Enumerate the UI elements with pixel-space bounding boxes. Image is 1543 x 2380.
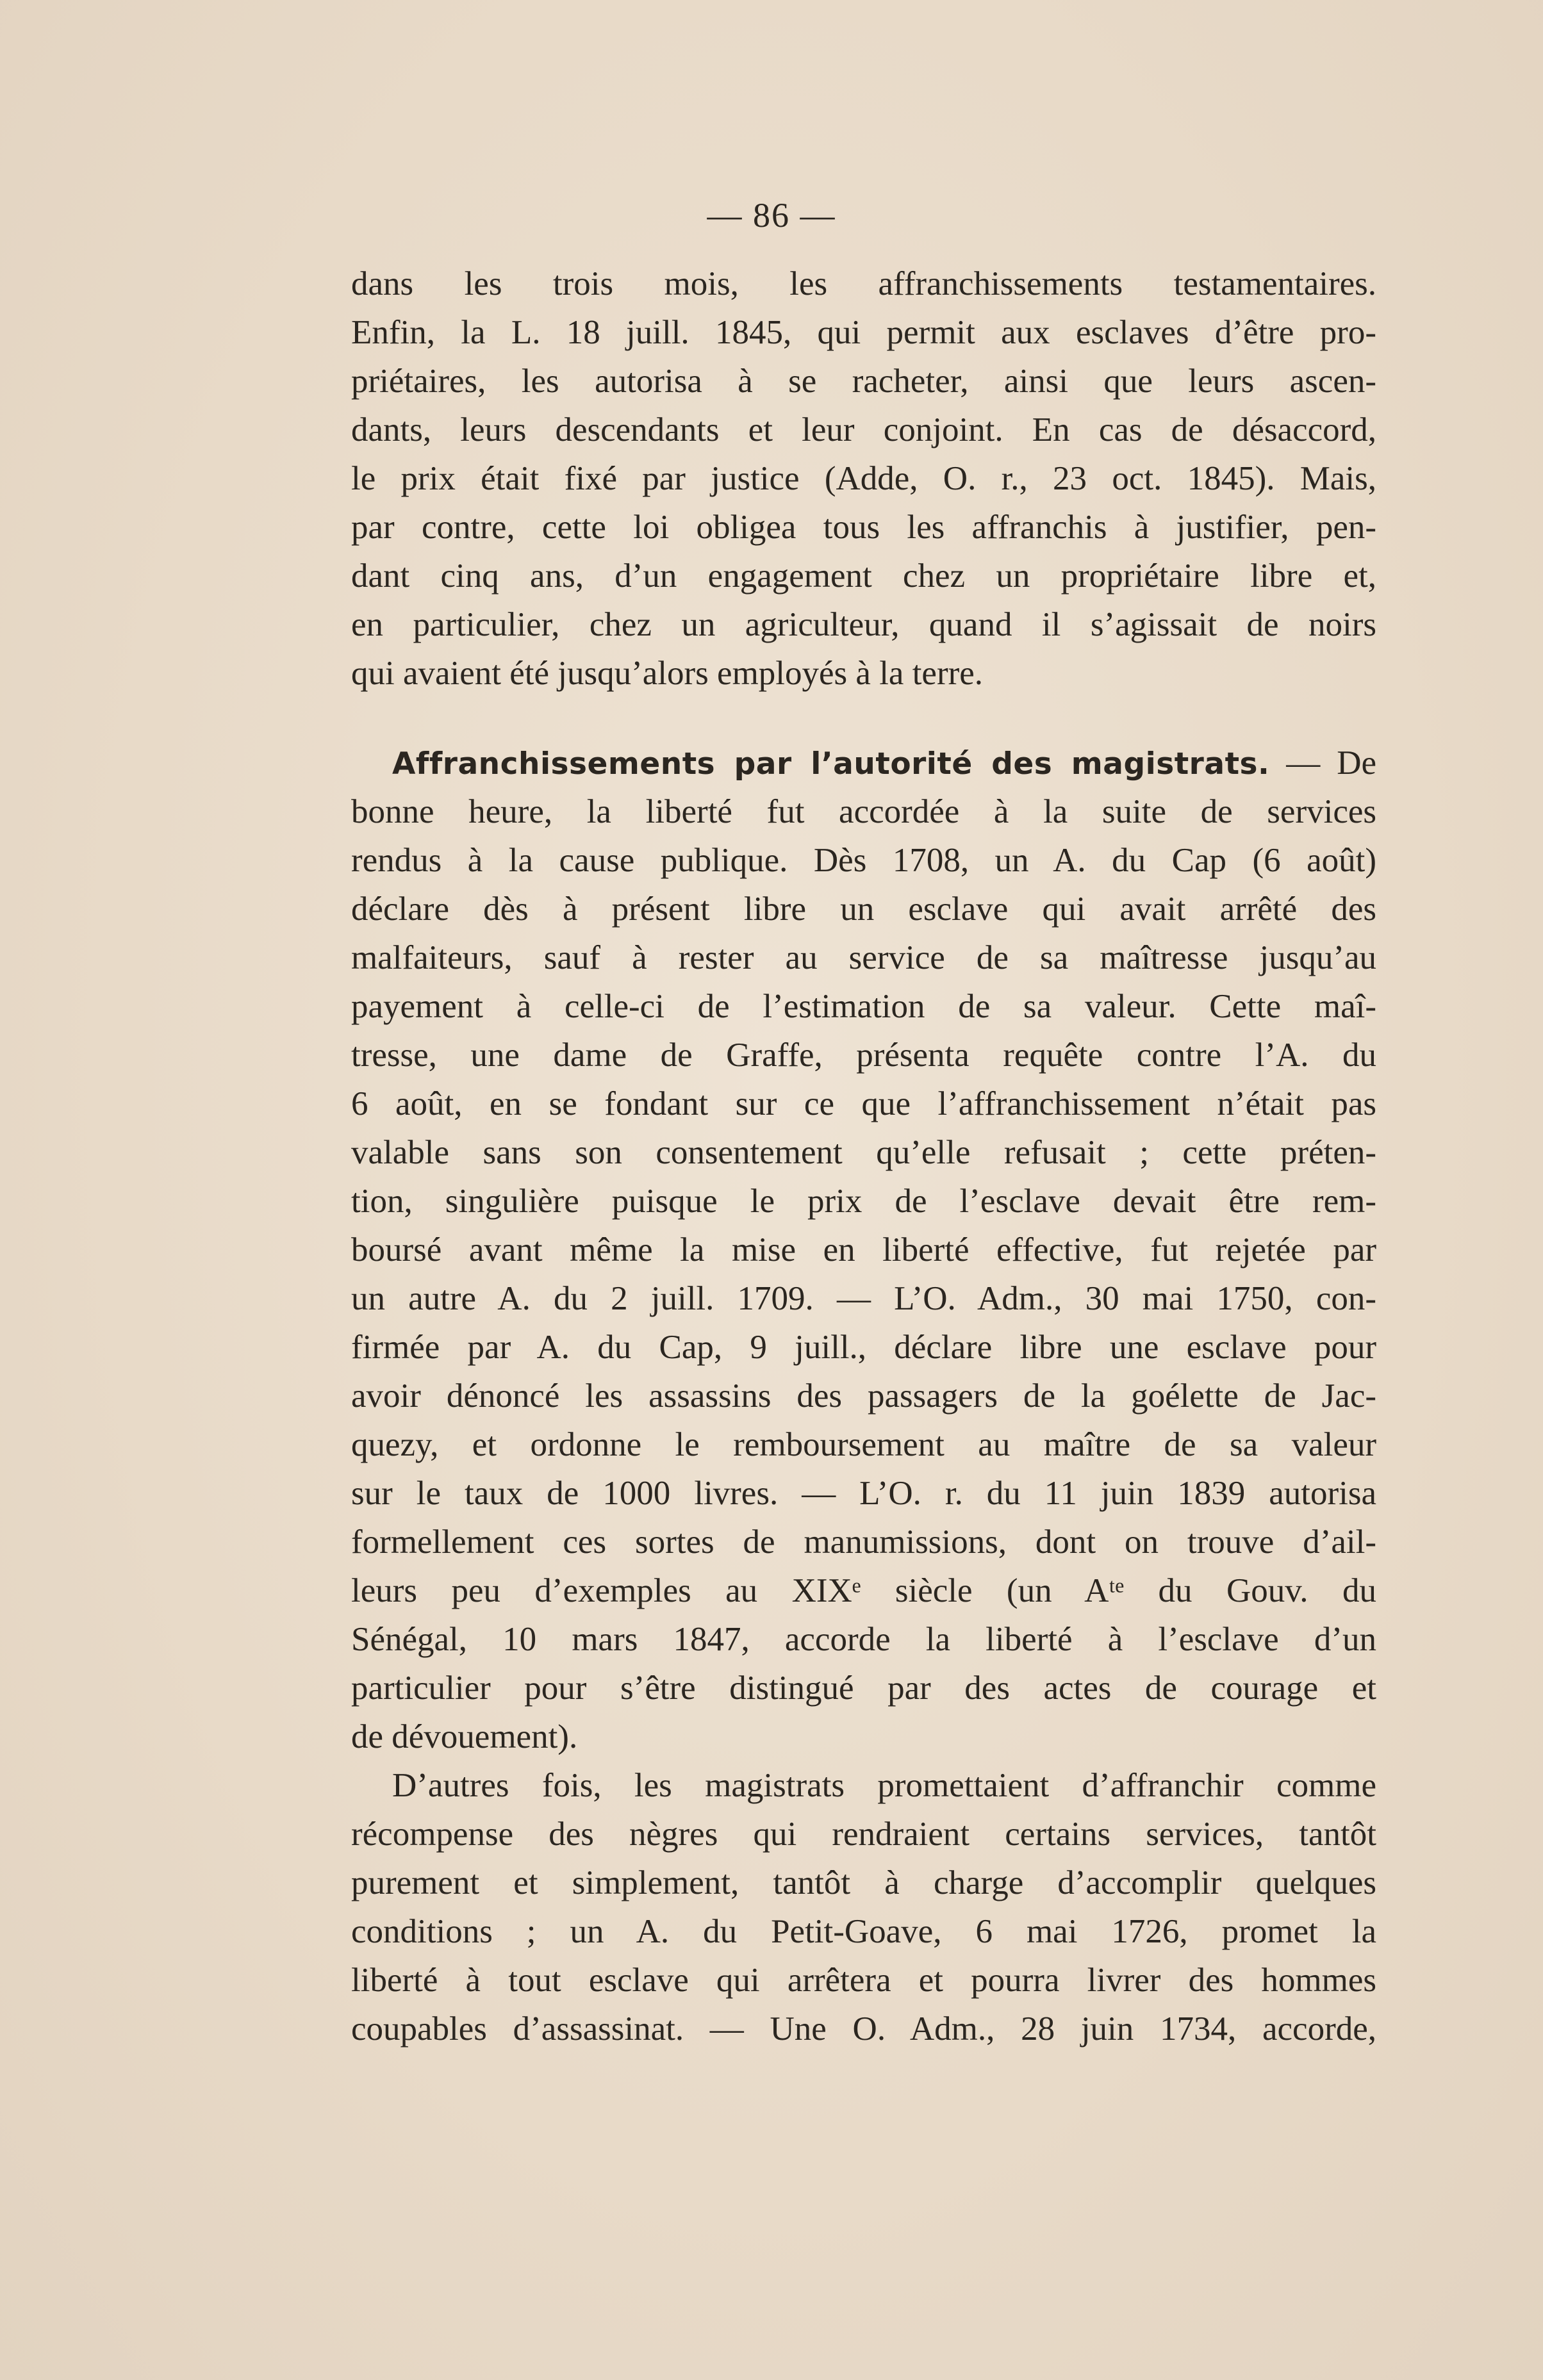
text-line: rendus à la cause publique. Dès 1708, un A. du Cap (6 août) (351, 842, 1376, 879)
text-line: liberté à tout esclave qui arrêtera et pourra livrer des hommes (351, 1962, 1376, 1999)
text-line: quezy, et ordonne le remboursement au maître de sa valeur (351, 1426, 1376, 1463)
text-line: sur le taux de 1000 livres. — L’O. r. du 11 juin 1839 autorisa (351, 1475, 1376, 1512)
paragraph-1 (351, 259, 1376, 698)
text-line: purement et simplement, tantôt à charge d’accomplir quelques (351, 1864, 1376, 1901)
text-line: dans les trois mois, les affranchissements testamentaires. (351, 265, 1376, 302)
text-line: Sénégal, 10 mars 1847, accorde la liberté à l’esclave d’un (351, 1621, 1376, 1658)
paragraph-gap (351, 698, 1376, 739)
page-number: — 86 — (707, 196, 836, 234)
text-line: particulier pour s’être distingué par des actes de courage et (351, 1670, 1376, 1707)
text-line: priétaires, les autorisa à se racheter, ainsi que leurs ascen- (351, 363, 1376, 400)
text-line: firmée par A. du Cap, 9 juill., déclare libre une esclave pour (351, 1329, 1376, 1366)
text-line: tion, singulière puisque le prix de l’esclave devait être rem- (351, 1183, 1376, 1220)
text-line: dant cinq ans, d’un engagement chez un propriétaire libre et, (351, 557, 1376, 595)
text-line: bonne heure, la liberté fut accordée à la suite de services (351, 793, 1376, 830)
section-heading-continuation: — De (1286, 744, 1377, 782)
text-line: conditions ; un A. du Petit-Goave, 6 mai 1726, promet la (351, 1913, 1376, 1950)
text-line: valable sans son consentement qu’elle refusait ; cette préten- (351, 1134, 1376, 1171)
text-line: D’autres fois, les magistrats promettaient d’affranchir comme (392, 1767, 1376, 1804)
text-line: avoir dénoncé les assassins des passagers de la goélette de Jac- (351, 1377, 1376, 1415)
paragraph-2 (351, 739, 1376, 1761)
text-line: de dévouement). (351, 1718, 578, 1755)
text-line: dants, leurs descendants et leur conjoint. En cas de désaccord, (351, 411, 1376, 448)
text-line: formellement ces sortes de manumissions, dont on trouve d’ail- (351, 1523, 1376, 1561)
body-text (351, 259, 1376, 2053)
text-line: par contre, cette loi obligea tous les affranchis à justifier, pen- (351, 509, 1376, 546)
text-line: déclare dès à présent libre un esclave qui avait arrêté des (351, 890, 1376, 928)
text-line: leurs peu d’exemples au XIXᵉ siècle (un Aᵗᵉ du Gouv. du (351, 1572, 1376, 1609)
section-heading-line (351, 739, 1376, 787)
text-line: en particulier, chez un agriculteur, quand il s’agissait de noirs (351, 606, 1376, 643)
text-line: boursé avant même la mise en liberté effective, fut rejetée par (351, 1231, 1376, 1268)
text-line: le prix était fixé par justice (Adde, O. r., 23 oct. 1845). Mais, (351, 460, 1376, 497)
paragraph-3 (351, 1761, 1376, 2053)
text-line: 6 août, en se fondant sur ce que l’affranchissement n’était pas (351, 1085, 1376, 1122)
text-line: tresse, une dame de Graffe, présenta requête contre l’A. du (351, 1037, 1376, 1074)
text-line: payement à celle-ci de l’estimation de sa valeur. Cette maî- (351, 988, 1376, 1025)
text-line: coupables d’assassinat. — Une O. Adm., 28 juin 1734, accorde, (351, 2010, 1376, 2048)
text-line: un autre A. du 2 juill. 1709. — L’O. Adm., 30 mai 1750, con- (351, 1280, 1376, 1317)
text-line: qui avaient été jusqu’alors employés à la terre. (351, 655, 984, 692)
text-line: récompense des nègres qui rendraient certains services, tantôt (351, 1816, 1376, 1853)
section-heading: Affranchissements par l’autorité des magistrats. (392, 746, 1270, 782)
text-line: Enfin, la L. 18 juill. 1845, qui permit aux esclaves d’être pro- (351, 314, 1376, 351)
text-line: malfaiteurs, sauf à rester au service de sa maîtresse jusqu’au (351, 939, 1376, 976)
